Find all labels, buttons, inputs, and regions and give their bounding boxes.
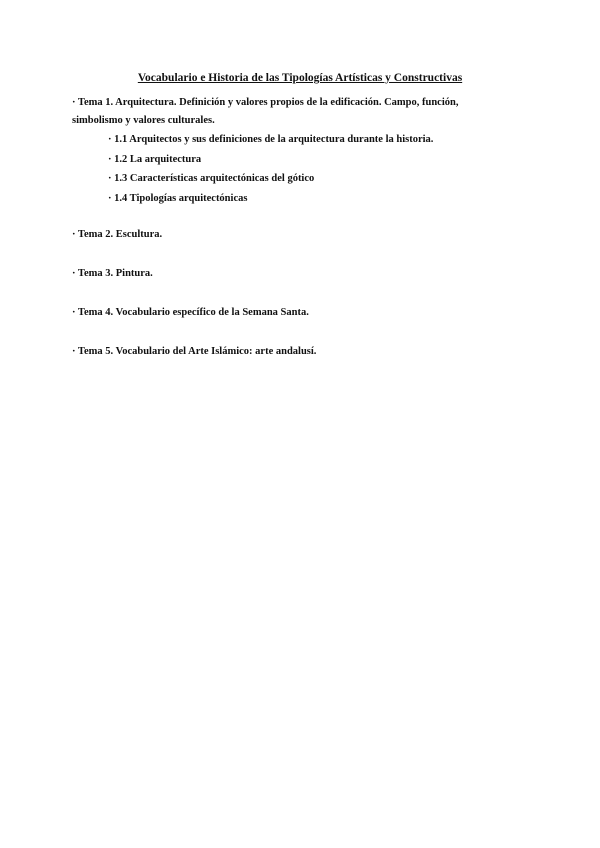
tema-1-line-2: simbolismo y valores culturales. [72,115,215,126]
tema-4: · Tema 4. Vocabulario específico de la Semana Santa. [72,307,309,318]
subtopic-1-2: · 1.2 La arquitectura [108,154,202,165]
tema-2: · Tema 2. Escultura. [72,229,163,240]
document-title: Vocabulario e Historia de las Tipologías Artísticas y Constructivas [137,72,463,84]
subtopic-1-1: · 1.1 Arquitectos y sus definiciones de la arquitectura durante la historia. [108,134,434,145]
tema-3: · Tema 3. Pintura. [72,268,153,279]
subtopic-1-4: · 1.4 Tipologías arquitectónicas [108,193,248,204]
tema-5: · Tema 5. Vocabulario del Arte Islámico: arte andalusí. [72,346,317,357]
tema-1-line-1: · Tema 1. Arquitectura. Definición y valores propios de la edificación. Campo, función, [72,97,459,108]
subtopic-1-3: · 1.3 Características arquitectónicas del gótico [108,173,315,184]
